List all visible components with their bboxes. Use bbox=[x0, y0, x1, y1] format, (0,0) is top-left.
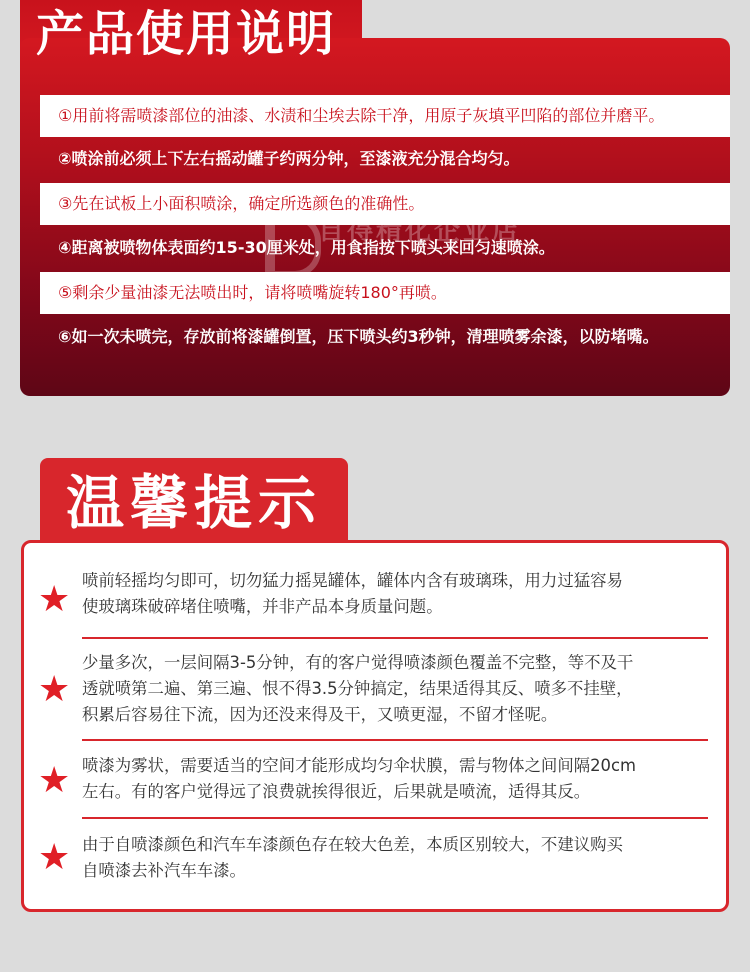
instructions-title: 产品使用说明 bbox=[36, 6, 337, 62]
instruction-item: ⑥如一次未喷完，存放前将漆罐倒置，压下喷头约3秒钟，清理喷雾余漆，以防堵嘴。 bbox=[58, 327, 659, 346]
watermark-logo-icon bbox=[265, 215, 321, 277]
instruction-item: ⑤剩余少量油漆无法喷出时，请将喷嘴旋转180°再喷。 bbox=[40, 272, 730, 314]
tip-text: 喷前轻摇均匀即可，切勿猛力摇晃罐体，罐体内含有玻璃珠，用力过猛容易 使玻璃珠破碎堵住喷嘴，并非产品本身质量问题。 bbox=[82, 571, 623, 616]
tip-text: 喷漆为雾状，需要适当的空间才能形成均匀伞状膜，需与物体之间间隔20cm 左右。有的客户觉得远了浪费就挨得很近，后果就是喷流，适得其反。 bbox=[82, 756, 636, 801]
tip-divider bbox=[82, 637, 708, 639]
watermark-text: 自得精化企业店 bbox=[318, 216, 522, 246]
instruction-item: ④距离被喷物体表面约15-30厘米处，用食指按下喷头来回匀速喷涂。 bbox=[58, 238, 555, 257]
star-icon: ★ bbox=[38, 837, 71, 878]
tip-text: 由于自喷漆颜色和汽车车漆颜色存在较大色差，本质区别较大，不建议购买 自喷漆去补汽车车漆。 bbox=[82, 835, 623, 880]
tip-divider bbox=[82, 739, 708, 741]
tip-divider bbox=[82, 817, 708, 819]
instruction-item: ③先在试板上小面积喷涂，确定所选颜色的准确性。 bbox=[40, 183, 730, 225]
star-icon: ★ bbox=[38, 669, 71, 710]
star-icon: ★ bbox=[38, 760, 71, 801]
star-icon: ★ bbox=[38, 579, 71, 620]
instruction-item: ①用前将需喷漆部位的油漆、水渍和尘埃去除干净，用原子灰填平凹陷的部位并磨平。 bbox=[40, 95, 730, 137]
tips-title: 温馨提示 bbox=[66, 469, 323, 537]
instructions-panel bbox=[20, 38, 730, 396]
instruction-item: ②喷涂前必须上下左右摇动罐子约两分钟，至漆液充分混合均匀。 bbox=[58, 149, 520, 168]
tip-text: 少量多次，一层间隔3-5分钟，有的客户觉得喷漆颜色覆盖不完整，等不及干 透就喷第二遍、第三遍、恨不得3.5分钟搞定，结果适得其反、喷多不挂壁， 积累后容易往下流，因为还没来得及干，又喷更湿，不留才怪呢。 bbox=[82, 653, 634, 724]
